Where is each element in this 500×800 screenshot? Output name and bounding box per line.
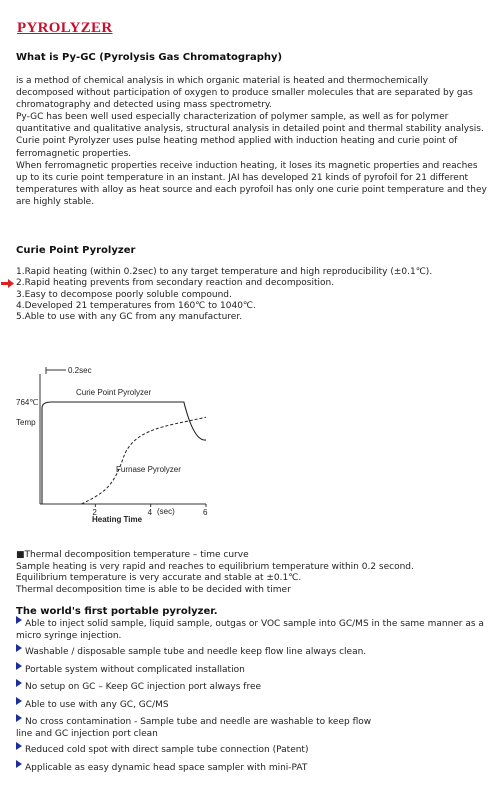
bullet-triangle-icon — [16, 714, 22, 722]
y-axis-label: Temp — [16, 418, 36, 427]
bullet-triangle-icon — [16, 644, 22, 652]
y-marker-label: 764℃ — [16, 398, 39, 407]
thermal-line: Sample heating is very rapid and reaches to equilibrium temperature within 0.2 second. — [16, 561, 414, 572]
list-item: 1.Rapid heating (within 0.2sec) to any target temperature and high reproducibility (±0.1℃). — [16, 267, 433, 277]
feature-item: Able to use with any GC, GC/MS — [16, 700, 490, 712]
bullet-triangle-icon — [16, 679, 22, 687]
annotation-label: 0.2sec — [68, 366, 92, 375]
section-heading-pygc: What is Py-GC (Pyrolysis Gas Chromatography) — [16, 52, 283, 63]
bullet-triangle-icon — [16, 742, 22, 750]
curie-feature-list — [16, 267, 432, 323]
paragraph: When ferromagnetic properties receive induction heating, it loses its magnetic properties and reaches up to its curie point temperature in an instant. JAI has developed 21 kinds of pyrofoil for 21 different temperatures with alloy as heat source and each pyrofoil has only one curie point temperature and they are highly stable. — [16, 160, 487, 207]
portable-feature-list — [16, 619, 490, 774]
series-furnace-line — [82, 417, 207, 504]
feature-item: Reduced cold spot with direct sample tube connection (Patent) — [16, 745, 490, 757]
list-item: 2.Rapid heating prevents from secondary reaction and decomposition. — [16, 278, 432, 289]
x-unit-label: (sec) — [157, 507, 175, 516]
section-heading-portable: The world's first portable pyrolyzer. — [16, 606, 218, 617]
bullet-triangle-icon — [16, 662, 22, 670]
page-title: PYROLYZER — [17, 20, 113, 36]
thermal-line: Thermal decomposition time is able to be decided with timer — [16, 584, 291, 595]
x-tick-label: 4 — [147, 508, 153, 517]
bullet-triangle-icon — [16, 697, 22, 705]
bullet-triangle-icon — [16, 760, 22, 768]
x-tick-label: 2 — [92, 508, 97, 517]
series-curie-line — [42, 402, 206, 504]
thermal-line: Equilibrium temperature is very accurate and stable at ±0.1℃. — [16, 573, 302, 584]
feature-item: Applicable as easy dynamic head space sampler with mini-PAT — [16, 763, 490, 775]
bullet-triangle-icon — [16, 616, 22, 624]
series-label-curie: Curie Point Pyrolyzer — [76, 388, 152, 397]
list-item: 3.Easy to decompose poorly soluble compound. — [16, 289, 232, 300]
paragraph: is a method of chemical analysis in which organic material is heated and thermochemically decomposed without participation of oxygen to produce smaller molecules that are separated by gas chromatography and detected using mass spectrometry. — [16, 76, 473, 111]
red-arrow-icon — [1, 279, 14, 288]
feature-item: Portable system without complicated installation — [16, 665, 490, 677]
x-axis-label: Heating Time — [92, 515, 143, 524]
feature-item: Able to inject solid sample, liquid sample, outgas or VOC sample into GC/MS in the same manner as a micro syringe injection. — [16, 619, 490, 642]
feature-item: Washable / disposable sample tube and needle keep flow line always clean. — [16, 647, 490, 659]
chart-svg — [12, 364, 218, 529]
x-tick-label: 6 — [203, 508, 208, 517]
paragraph: Curie point Pyrolyzer uses pulse heating method applied with induction heating and curie point of ferromagnetic properties. — [16, 136, 458, 159]
section-heading-curie: Curie Point Pyrolyzer — [16, 245, 136, 256]
temperature-time-chart — [12, 364, 218, 529]
pygc-description — [16, 75, 488, 208]
series-label-furnace: Furnase Pyrolyzer — [116, 465, 181, 474]
feature-item: No setup on GC – Keep GC injection port always free — [16, 682, 490, 694]
thermal-line: ■Thermal decomposition temperature – time curve — [16, 550, 249, 560]
thermal-description — [16, 550, 414, 596]
paragraph: Py-GC has been well used especially characterization of polymer sample, as well as for polymer quantitative and qualitative analysis, structural analysis in detailed point and thermal stability analysis. — [16, 112, 484, 135]
list-item: 4.Developed 21 temperatures from 160℃ to 1040℃. — [16, 300, 256, 311]
feature-item: No cross contamination - Sample tube and needle are washable to keep flow line and GC injection port clean — [16, 717, 490, 740]
list-item: 5.Able to use with any GC from any manufacturer. — [16, 312, 243, 323]
